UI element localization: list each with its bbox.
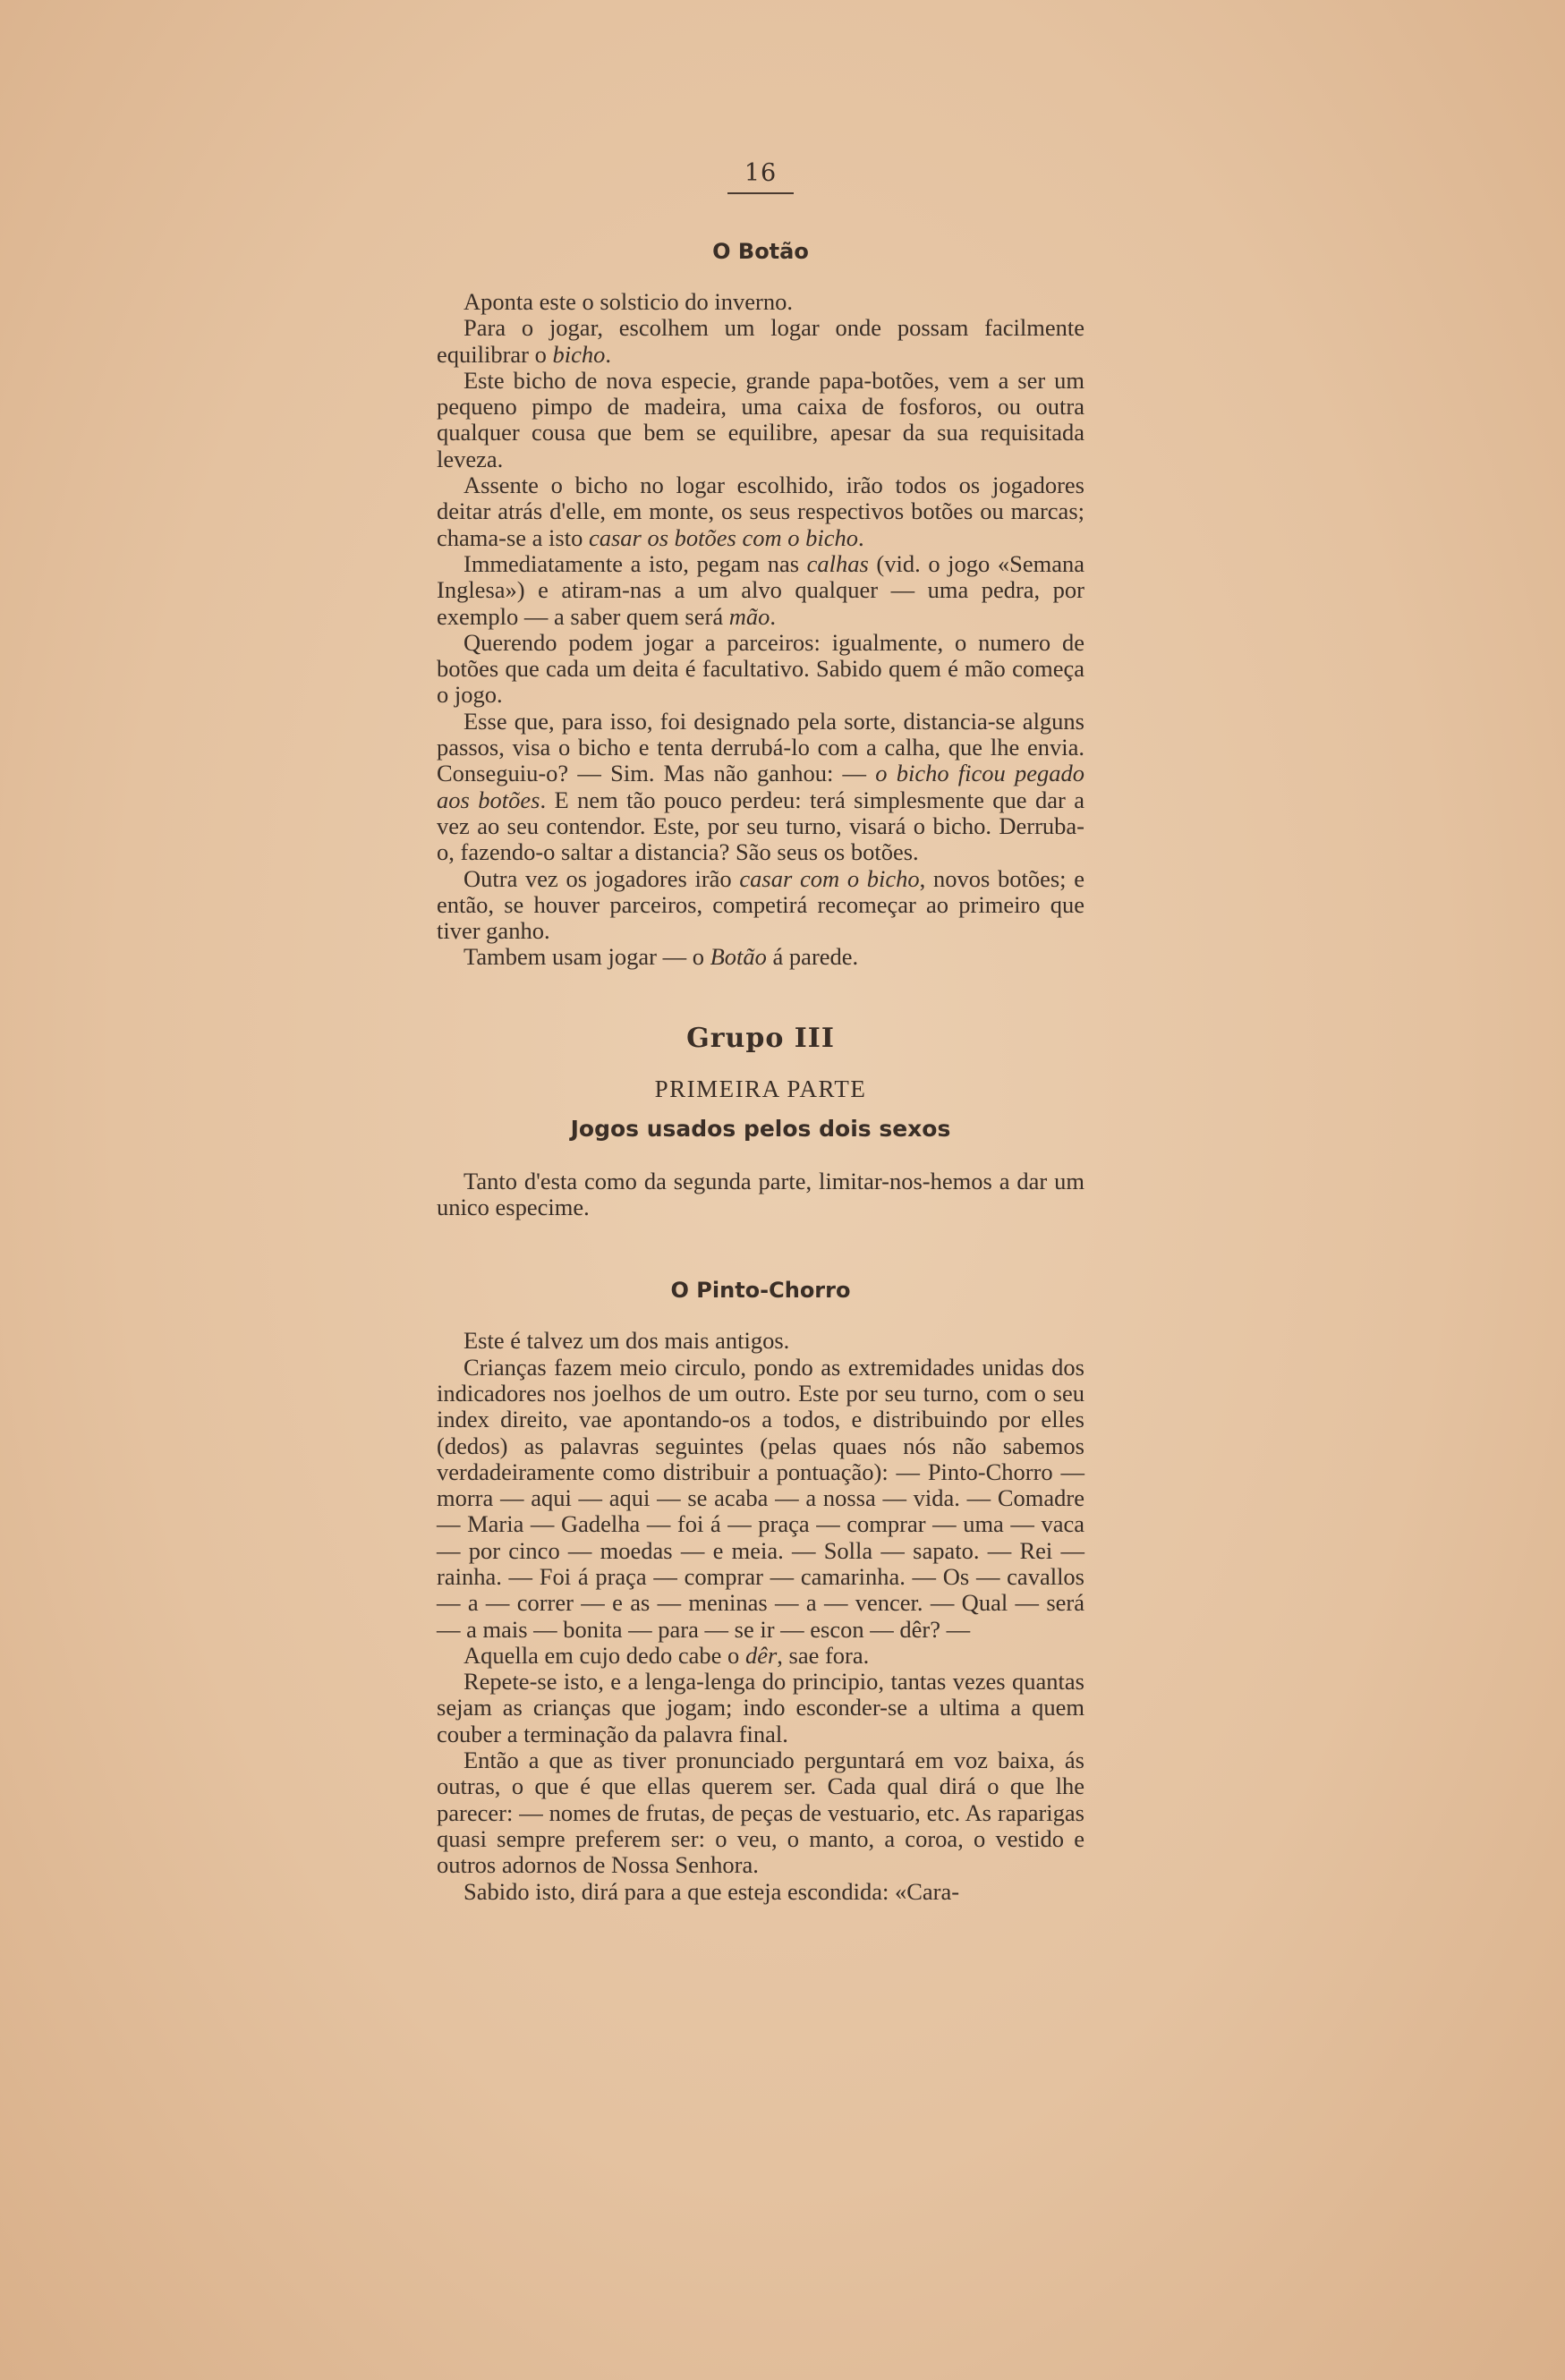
paragraph: Então a que as tiver pronunciado perguntará em voz baixa, ás outras, o que é que ellas querem ser. Cada qual dirá o que lhe parecer: — nomes de frutas, de peças de vestuario, etc. As raparigas quasi sempre preferem ser: o veu, o manto, a coroa, o vestido e outros adornos de Nossa Senhora. [437,1747,1084,1879]
section-title-pinto-chorro: O Pinto-Chorro [670,1278,851,1304]
italic-term: calhas [806,549,869,577]
page-number-rule [727,192,794,194]
part-heading: PRIMEIRA PARTE [654,1075,867,1102]
italic-term: mão [728,602,770,630]
paragraph: Este bicho de nova especie, grande papa-botões, vem a ser um pequeno pimpo de madeira, uma caixa de fosforos, ou outra qualquer cousa que bem se equilibre, apesar da sua requisitada leveza. [437,366,1084,472]
paragraph: Este é talvez um dos mais antigos. [464,1327,790,1355]
section-body-o-botao [437,289,1084,971]
italic-term: dêr [744,1641,778,1669]
paragraph: Outra vez os jogadores irão casar com o bicho, novos botões; e então, se houver parceiros, competirá recomeçar ao primeiro que tiver ganho. [437,864,1084,945]
group-subtitle: Jogos usados pelos dois sexos [570,1115,951,1142]
paragraph: Sabido isto, dirá para a que esteja escondida: «Cara- [464,1877,960,1905]
italic-term: bicho [552,340,606,368]
paragraph: Aponta este o solsticio do inverno. [464,288,793,315]
italic-term: casar os botões com o bicho [588,523,859,551]
paragraph: Immediatamente a isto, pegam nas calhas (vid. o jogo «Semana Inglesa») e atiram-nas a um alvo qualquer — uma pedra, por exemplo — a saber quem será mão. [437,549,1084,630]
paragraph: Esse que, para isso, foi designado pela sorte, distancia-se alguns passos, visa o bicho e tenta derrubá-lo com a calha, que lhe envia. Conseguiu-o? — Sim. Mas não ganhou: — o bicho ficou pegado aos botões. E nem tão pouco perdeu: terá simplesmente que dar a vez ao seu contendor. Este, por seu turno, visará o bicho. Derruba-o, fazendo-o saltar a distancia? São seus os botões. [437,707,1085,866]
paragraph: Repete-se isto, e a lenga-lenga do principio, tantas vezes quantas sejam as crianças que jogam; indo esconder-se a ultima a quem couber a terminação da palavra final. [437,1668,1084,1747]
paragraph: Tanto d'esta como da segunda parte, limitar-nos-hemos a dar um unico especime. [437,1167,1084,1221]
italic-term: o bicho ficou pegado aos botões [437,760,1085,813]
italic-term: Botão [710,943,767,971]
section-body-pinto-chorro [437,1328,1084,1905]
group-intro [437,1169,1084,1221]
section-title-o-botao: O Botão [712,239,809,264]
paragraph: Para o jogar, escolhem um logar onde possam facilmente equilibrar o bicho. [437,314,1084,368]
document-page [437,159,1084,1905]
group-heading: Grupo III [686,1022,835,1054]
paragraph: Tambem usam jogar — o Botão á parede. [464,943,859,971]
page-number: 16 [744,159,778,187]
paragraph: Querendo podem jogar a parceiros: igualmente, o numero de botões que cada um deita é facultativo. Sabido quem é mão começa o jogo. [437,628,1084,709]
italic-term: casar com o bicho [739,864,920,892]
paragraph: Crianças fazem meio circulo, pondo as extremidades unidas dos indicadores nos joelhos de um outro. Este por seu turno, com o seu index direito, vae apontando-os a todos, e distribuindo por elles (dedos) as palavras seguintes (pelas quaes nós não sabemos verdadeiramente como distribuir a pontuação): — Pinto-Chorro — morra — aqui — aqui — se acaba — a nossa — vida. — Comadre — Maria — Gadelha — foi á — praça — comprar — uma — vaca — por cinco — moedas — e meia. — Solla — sapato. — Rei — rainha. — Foi á praça — comprar — camarinha. — Os — cavallos — a — correr — e as — meninas — a — vencer. — Qual — será — a mais — bonita — para — se ir — escon — dêr? — [437,1353,1084,1643]
paragraph: Assente o bicho no logar escolhido, irão todos os jogadores deitar atrás d'elle, em monte, os seus respectivos botões ou marcas; chama-se a isto casar os botões com o bicho. [437,472,1084,551]
paragraph: Aquella em cujo dedo cabe o dêr, sae fora. [464,1641,870,1669]
